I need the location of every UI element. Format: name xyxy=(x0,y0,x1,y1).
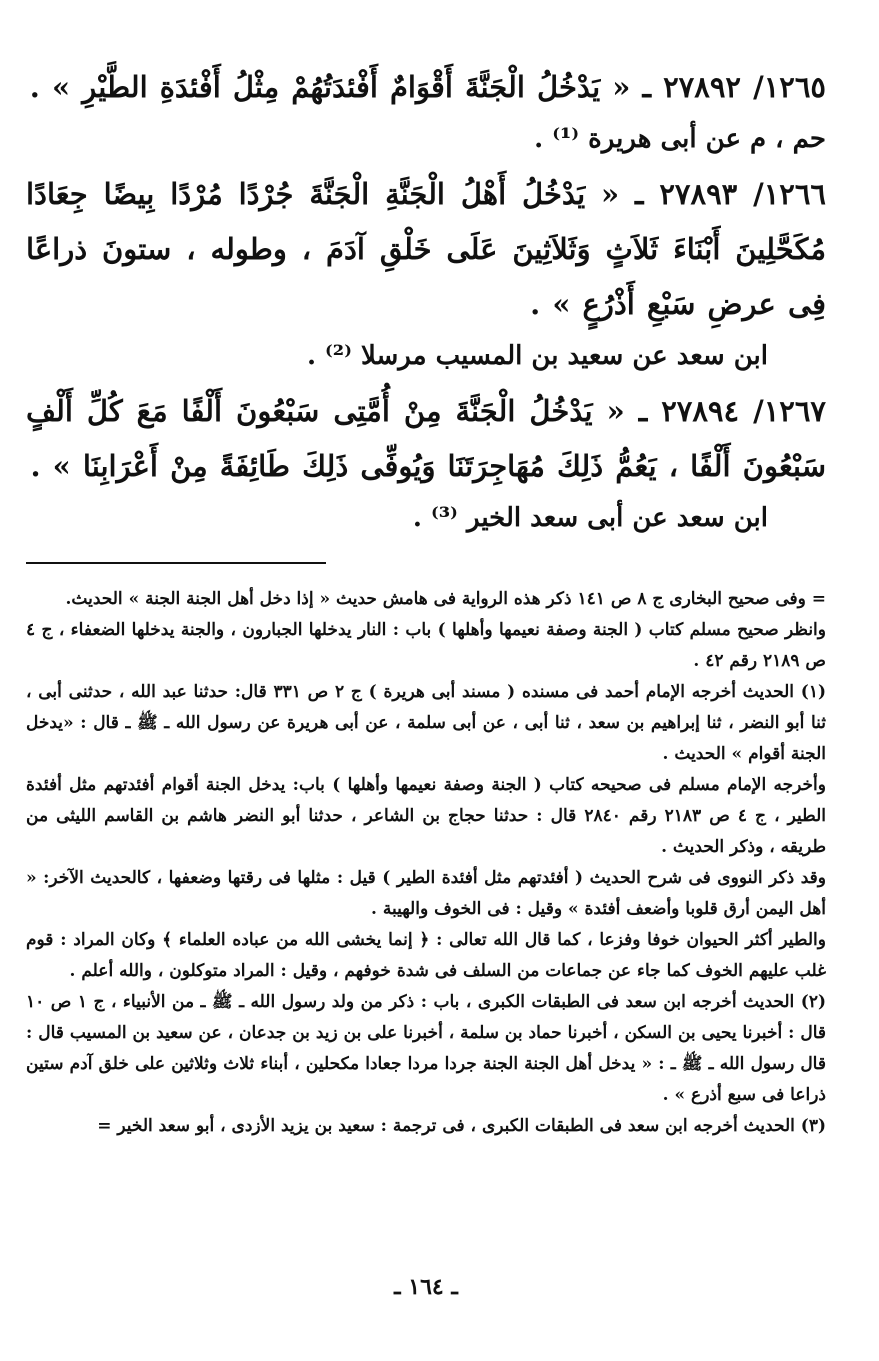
footnote-2: (٢) الحديث أخرجه ابن سعد فى الطبقات الكبرى ، باب : ذكر من ولد رسول الله ـ ﷺ ـ من الأنبياء ، ج ١ ص ١٠ قال : أخبرنا يحيى بن السكن ، أخبرنا حماد بن سلمة ، أخبرنا على بن زيد بن جدعان ، عن سعيد بن المسيب قال : قال رسول الله ـ ﷺ ـ : « يدخل أهل الجنة الجنة جردا مردا جعادا مكحلين ، أبناء ثلاث وثلاثين على خلق آدم ستين ذراعا فى سبع أذرع » . xyxy=(26,992,826,1105)
footnote-1-muslim: وأخرجه الإمام مسلم فى صحيحه كتاب ( الجنة وصفة نعيمها وأهلها ) باب: يدخل الجنة أقوام أفئدتهم مثل أفئدة الطير ، ج ٤ ص ٢١٨٣ رقم ٢٨٤٠ قال : حدثنا حجاج بن الشاعر ، حدثنا أبو النضر هاشم بن القاسم الليثى من طريقه ، وذكر الحديث . xyxy=(26,775,826,857)
footnote-carryover-muslim: وانظر صحيح مسلم كتاب ( الجنة وصفة نعيمها وأهلها ) باب : النار يدخلها الجبارون ، والجنة يدخلها الضعفاء ، ج ٤ ص ٢١٨٩ رقم ٤٢ . xyxy=(26,620,826,671)
hadith-1266-source: ابن سعد عن سعيد بن المسيب مرسلا ⁽²⁾ . xyxy=(306,341,768,371)
page-number: ـ ١٦٤ ـ xyxy=(394,1274,458,1300)
book-page xyxy=(26,60,826,1350)
footnote-1-nawawi: وقد ذكر النووى فى شرح الحديث ( أفئدتهم مثل أفئدة الطير ) قيل : مثلها فى رقتها وضعفها ، كالحديث الآخر: « أهل اليمن أرق قلوبا وأضعف أفئدة » وقيل : فى الخوف والهيبة . xyxy=(26,868,826,919)
footnote-1-birds: والطير أكثر الحيوان خوفا وفزعا ، كما قال الله تعالى : ﴿ إنما يخشى الله من عباده العلماء ﴾ وكان المراد : قوم غلب عليهم الخوف كما جاء عن جماعات من السلف فى شدة خوفهم ، وقيل : المراد متوكلون ، والله أعلم . xyxy=(26,930,826,981)
footnote-separator xyxy=(26,562,326,564)
hadith-1265: ١٢٦٥/ ٢٧٨٩٢ ـ « يَدْخُلُ الْجَنَّةَ أَقْوَامٌ أَفْئدَتُهُمْ مِثْلُ أَفْئدَةِ الطَّيْرِ » . xyxy=(29,70,826,104)
hadith-1267: ١٢٦٧/ ٢٧٨٩٤ ـ « يَدْخُلُ الْجَنَّةَ مِنْ أُمَّتِى سَبْعُونَ أَلْفًا مَعَ كُلِّ أَلْفٍ سَبْعُونَ أَلْفًا ، يَعُمُّ ذَلِكَ مُهَاجِرَتَنَا وَيُوفِّى ذَلِكَ طَائِفَةً مِنْ أَعْرَابِنَا » . xyxy=(26,394,826,483)
footnotes xyxy=(26,584,826,1142)
footnote-3: (٣) الحديث أخرجه ابن سعد فى الطبقات الكبرى ، فى ترجمة : سعيد بن يزيد الأزدى ، أبو سعد الخير = xyxy=(97,1116,826,1136)
footnote-1: (١) الحديث أخرجه الإمام أحمد فى مسنده ( مسند أبى هريرة ) ج ٢ ص ٣٣١ قال: حدثنا عبد الله ، حدثنى أبى ، ثنا أبو النضر ، ثنا إبراهيم بن سعد ، ثنا أبى ، عن أبى سلمة ، عن أبى هريرة عن رسول الله ـ ﷺ ـ قال : «يدخل الجنة أقوام » الحديث . xyxy=(26,682,827,764)
footnote-carryover-bukhari: = وفى صحيح البخارى ج ٨ ص ١٤١ ذكر هذه الرواية فى هامش حديث « إذا دخل أهل الجنة الجنة » الحديث. xyxy=(65,589,826,609)
hadith-1266: ١٢٦٦/ ٢٧٨٩٣ ـ « يَدْخُلُ أَهْلُ الْجَنَّةِ الْجَنَّةَ جُرْدًا مُرْدًا بِيضًا جِعَادًا مُكَحَّلِينَ أَبْنَاءَ ثَلاَثٍ وَثَلاَثِينَ عَلَى خَلْقِ آدَمَ ، وطوله ، ستونَ ذراعًا فِى عرضِ سَبْعِ أَذْرُعٍ » . xyxy=(26,177,826,321)
hadith-1265-source: حم ، م عن أبى هريرة ⁽¹⁾ . xyxy=(534,124,826,154)
hadith-1267-source: ابن سعد عن أبى سعد الخير ⁽³⁾ . xyxy=(412,503,768,533)
